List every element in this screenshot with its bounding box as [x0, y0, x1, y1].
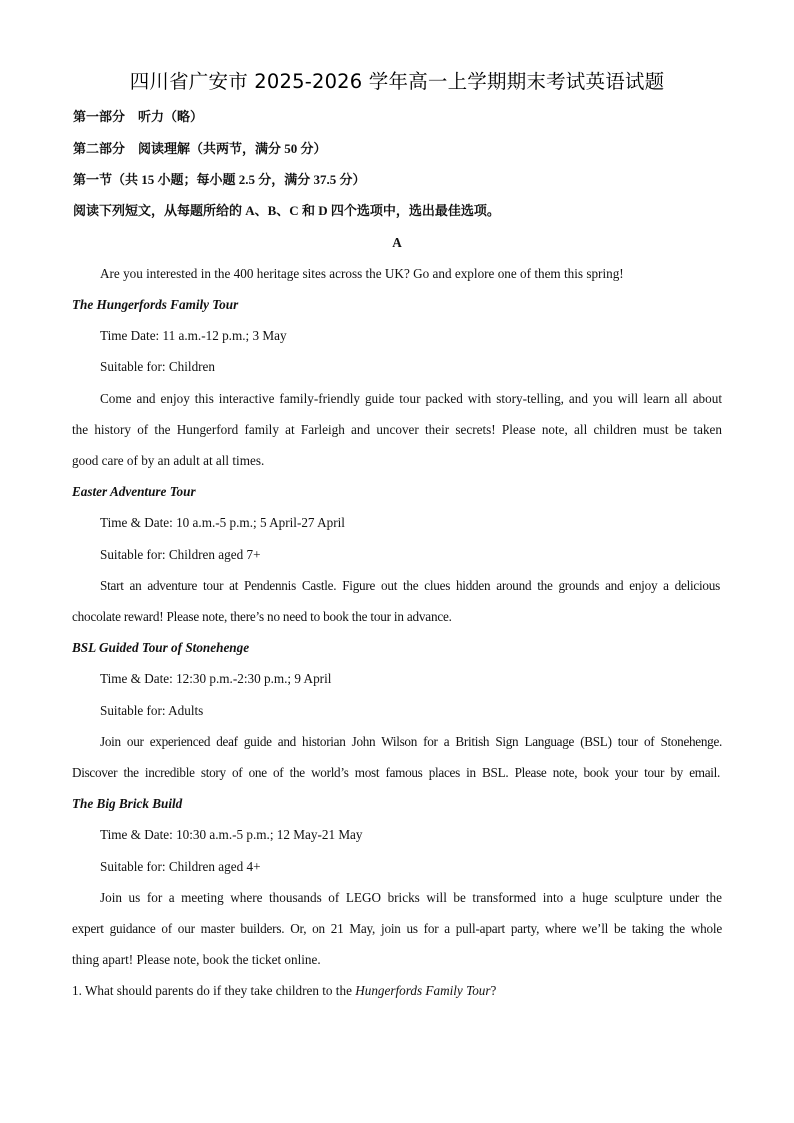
tour-title-big-brick: The Big Brick Build	[72, 796, 183, 811]
tour-time: Time & Date: 10:30 a.m.-5 p.m.; 12 May-21 May	[100, 827, 363, 842]
tour-desc-line: Come and enjoy this interactive family-friendly guide tour packed with story-telling, and you will learn all about	[100, 391, 722, 406]
tour-title-easter: Easter Adventure Tour	[72, 484, 196, 499]
tour-suitable: Suitable for: Children	[100, 359, 216, 374]
tour-desc-line: expert guidance of our master builders. Or, on 21 May, join us for a pull-apart party, where we’ll be taking the whole	[72, 921, 722, 936]
tour-desc-line: chocolate reward! Please note, there’s no need to book the tour in advance.	[72, 609, 452, 624]
tour-desc-line: Join us for a meeting where thousands of LEGO bricks will be transformed into a huge sculpture under the	[100, 890, 722, 905]
tour-suitable: Suitable for: Children aged 4+	[100, 859, 261, 874]
passage-label: A	[392, 235, 402, 250]
tour-desc-line: Join our experienced deaf guide and historian John Wilson for a British Sign Language (BSL) tour of Stonehenge.	[100, 734, 722, 749]
part1-heading: 第一部分 听力（略）	[73, 109, 204, 124]
tour-time: Time & Date: 12:30 p.m.-2:30 p.m.; 9 April	[100, 671, 332, 686]
question-1	[72, 982, 496, 1000]
tour-title-bsl: BSL Guided Tour of Stonehenge	[72, 640, 250, 655]
question-1-tour-name: Hungerfords Family Tour	[355, 983, 491, 998]
section1-heading: 第一节（共 15 小题；每小题 2.5 分，满分 37.5 分）	[73, 172, 366, 187]
question-1-prefix: 1. What should parents do if they take children to the	[72, 983, 356, 998]
tour-desc-line: thing apart! Please note, book the ticket online.	[72, 952, 321, 967]
tour-desc-line: good care of by an adult at all times.	[72, 453, 265, 468]
part2-heading: 第二部分 阅读理解（共两节，满分 50 分）	[73, 141, 327, 156]
tour-time: Time Date: 11 a.m.-12 p.m.; 3 May	[100, 328, 287, 343]
tour-desc-line: Start an adventure tour at Pendennis Castle. Figure out the clues hidden around the grounds and enjoy a delicious	[100, 578, 720, 593]
passage-intro: Are you interested in the 400 heritage sites across the UK? Go and explore one of them this spring!	[100, 266, 624, 281]
tour-desc-line: the history of the Hungerford family at Farleigh and uncover their secrets! Please note, all children must be taken	[72, 422, 722, 437]
tour-title-hungerfords: The Hungerfords Family Tour	[72, 297, 239, 312]
tour-suitable: Suitable for: Children aged 7+	[100, 547, 261, 562]
page-title: 四川省广安市 2025-2026 学年高一上学期期末考试英语试题	[129, 70, 665, 93]
tour-suitable: Suitable for: Adults	[100, 703, 204, 718]
question-1-suffix: ?	[490, 983, 497, 998]
instruction-text: 阅读下列短文，从每题所给的 A、B、C 和 D 四个选项中，选出最佳选项。	[73, 203, 500, 218]
tour-desc-line: Discover the incredible story of one of the world’s most famous places in BSL. Please note, book your tour by email.	[72, 765, 720, 780]
tour-time: Time & Date: 10 a.m.-5 p.m.; 5 April-27 April	[100, 515, 345, 530]
